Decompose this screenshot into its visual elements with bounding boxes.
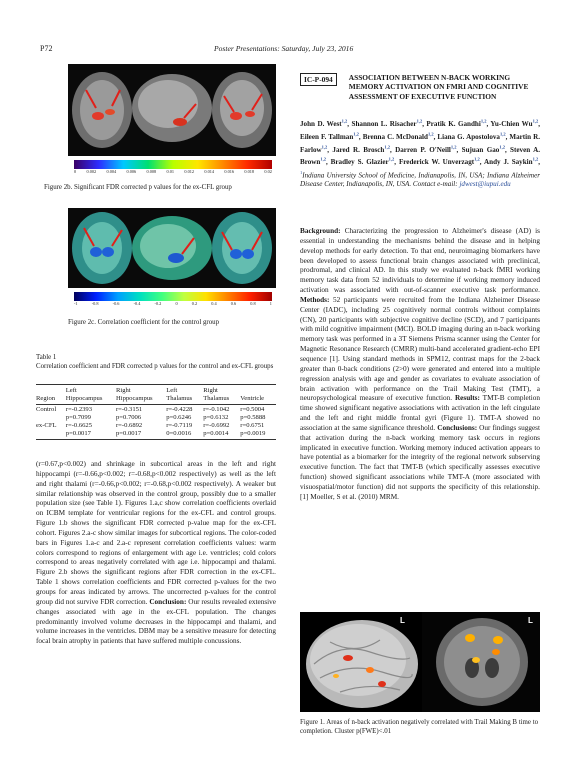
left-body-text: (r=0.67,p<0.002) and shrinkage in subcortical areas in the left and right hippocampi (r=-0.66,p<0.002; r=-0.68,p<0.002 respectively) as well as the left and right thalami (r=-0.66,p<0.002; r=-0.68,p<0.002 respectively). A weaker but similar relationship was observed in the control group, possibly due to a smaller population size (see Table 1). Figures 1.a,c show correlation coefficients overlaid on ICBM template for ventricular regions for the ex-CFL and control groups. Figure 1.b shows the significant FDR corrected p-value map for the ex-CFL cohort. Figures 2.a-c show similar images for subcortical regions. The color-coded bars in Figures 1.a-c and 2.a-c represent correlation coefficients values: warm colors correspond to regions of enlargement with age i.e. ventricles; cold colors correspond to areas negatively correlated with age i.e. hippocampi and thalami. Figure 2.b shows the significant regions after FDR correction in the ex-CFL. Table 1 shows correlation coefficients and FDR corrected p-values for the two groups for areas indicated by arrows. The uncorrected p-values for the control group did not survive FDR correction. bbox=[36, 460, 276, 606]
table1-grid bbox=[36, 387, 276, 438]
figure-2c-colorbar-tick: -0.6 bbox=[112, 301, 120, 306]
running-title: Poster Presentations: Saturday, July 23, 2016 bbox=[214, 44, 354, 53]
table1-header-cell bbox=[240, 387, 276, 395]
figure-2c-colorbar-tick: 0.6 bbox=[230, 301, 237, 306]
abstract-id: IC-P-094 bbox=[300, 73, 337, 86]
conclusions-label: Conclusions: bbox=[437, 423, 478, 432]
figure-2b-colorbar-tick: 0.002 bbox=[86, 169, 97, 174]
table-cell: r=-0.1042 bbox=[203, 406, 230, 413]
table-row bbox=[36, 422, 276, 430]
figure-2b-colorbar-ticks bbox=[74, 169, 272, 174]
background-text: Characterizing the progression to Alzheimer's disease (AD) is essential in understanding the mechanisms behind the disease and in helping develop methods for early detection. To that end, neuroimaging biomarkers have been developed to assess functional brain changes associated with preclinical, prodromal, and clinical AD. In this study we evaluated n-back fMRI working memory task data from 52 individuals to determine if working memory induced activation was associated with out-of-scanner executive task performance. bbox=[300, 227, 540, 295]
figure-1-right-panel-label: L bbox=[528, 616, 533, 625]
table1-header-cell: Ventricle bbox=[240, 395, 265, 402]
figure-2c-colorbar-tick: 0.4 bbox=[211, 301, 217, 306]
contact-email[interactable]: jdwest@iupui.edu bbox=[459, 180, 511, 189]
table-cell: 0=0.0016 bbox=[166, 430, 192, 437]
table-cell: r=-0.4228 bbox=[166, 406, 193, 413]
table1-header-cell: Region bbox=[36, 395, 56, 402]
figure-1-image bbox=[300, 612, 540, 712]
table-cell: p=0.7006 bbox=[115, 414, 142, 421]
table-row bbox=[36, 406, 276, 414]
figure-2c-caption: Figure 2c. Correlation coefficient for the control group bbox=[68, 319, 220, 326]
table-cell: Control bbox=[36, 406, 57, 413]
figure-2b-colorbar-tick: 0.004 bbox=[106, 169, 117, 174]
methods-text: 52 participants were recruited from the Indiana Alzheimer Disease Center (IADC), including 25 cognitively normal controls without complaints (CN), 20 participants with subjective cognitive decline (SCD), and 7 participants with mild cognitive impairment (MCI). BOLD imaging during an n-back working memory task was performed in a 3T Siemens Prisma scanner using the Center for Magnetic Resonance Research (CMRR) multi-band accelerated gradient-echo EPI sequence [1]. Using standard methods in SPM12, contrast maps for the 2-back greater than 0-back conditions (2>0) were generated and entered into a multiple regression analysis with age and gender as covariates to evaluate association of brain activation with performance on the Trail Making Test (TMT), a neuropsychological measure of executive function. bbox=[300, 295, 541, 403]
figure-2c-colorbar-gradient bbox=[74, 292, 272, 301]
table1-header-cell: Hippocampus bbox=[65, 395, 103, 402]
table1-header-cell: Left bbox=[65, 387, 77, 394]
figure-2c-colorbar-tick: 0.8 bbox=[250, 301, 256, 306]
figure-2c-brain-slices bbox=[68, 208, 276, 288]
methods-label: Methods: bbox=[300, 295, 330, 304]
figure-2b-colorbar-tick: 0.02 bbox=[264, 169, 272, 174]
page-number: P72 bbox=[40, 44, 53, 53]
figure-2b-colorbar-tick: 0 bbox=[74, 169, 77, 174]
table-cell: p=0.0017 bbox=[115, 430, 142, 437]
affiliation-marker: 1 bbox=[300, 169, 303, 175]
figure-2c-colorbar-ticks bbox=[74, 301, 272, 306]
table-cell: p=0.6246 bbox=[166, 414, 192, 421]
table-cell: p=0.7099 bbox=[65, 414, 91, 421]
table-row bbox=[36, 414, 276, 422]
table-cell: r=-0.6992 bbox=[203, 422, 230, 429]
figure-2b-colorbar-tick: 0.012 bbox=[184, 169, 195, 174]
table-cell: r=-0.6892 bbox=[115, 422, 143, 429]
abstract-affiliation: Indiana University School of Medicine, Indianapolis, IN, USA; Indiana Alzheimer Disease Center, Indianapolis, IN, USA. bbox=[300, 170, 540, 189]
table1-header-row-top bbox=[36, 387, 276, 395]
figure-2c-colorbar-tick: 0.2 bbox=[191, 301, 198, 306]
table-cell: r=-0.2393 bbox=[65, 406, 93, 413]
figure-1-panels bbox=[300, 612, 540, 712]
table-cell: ex-CFL bbox=[36, 422, 57, 429]
figure-2c-colorbar-tick: -0.8 bbox=[91, 301, 99, 306]
figure-2c-colorbar-tick: -0.4 bbox=[133, 301, 141, 306]
table-cell: p=0.5888 bbox=[240, 414, 266, 421]
table-cell: r=0.5004 bbox=[240, 406, 265, 413]
abstract-title: ASSOCIATION BETWEEN N-BACK WORKING MEMORY ACTIVATION ON FMRI AND COGNITIVE ASSESSMENT OF EXECUTIVE FUNCTION bbox=[348, 73, 529, 101]
figure-2b-colorbar-gradient bbox=[74, 160, 272, 169]
table-cell: r=0.6751 bbox=[240, 422, 265, 429]
figure-2c-colorbar-tick: -1 bbox=[74, 301, 78, 306]
figure-2b-colorbar-tick: 0.018 bbox=[244, 169, 255, 174]
table-cell: p=0.0019 bbox=[240, 430, 266, 437]
table1-header-cell: Right bbox=[203, 387, 218, 394]
figure-2c-colorbar-tick: 0 bbox=[175, 301, 178, 306]
table1-header-cell: Hippocampus bbox=[115, 395, 153, 402]
table1-header-cell: Thalamus bbox=[203, 395, 230, 402]
table1-header-row-bottom bbox=[36, 395, 276, 403]
results-text: TMT-B completion time showed significant negative associations with activation in the left cingulate and the left and right middle frontal gyri (Figure 1). TMT-A showed no association at the same significance threshold. bbox=[300, 394, 540, 432]
figure-2c-colorbar bbox=[74, 292, 272, 306]
left-conclusion-text: Our results revealed extensive changes associated with age in the ex-CFL population. The changes predominantly involved volume decreases in the hippocampi and thalami, and volume increases in the ventricles. DBM may be a sensitive measure for detecting focal brain atrophy in patients that have suffered multiple concussions. bbox=[36, 597, 277, 646]
figure-1-caption: Figure 1. Areas of n-back activation negatively correlated with Trail Making B time to completion. Cluster p(FWE)<.01 bbox=[300, 719, 539, 735]
table-row bbox=[36, 430, 276, 438]
figure-2b-colorbar-tick: 0.006 bbox=[126, 169, 137, 174]
table-cell: r=-0.3151 bbox=[115, 406, 143, 413]
table-cell: p=0.6132 bbox=[203, 414, 229, 421]
figure-2b-brain-slices bbox=[68, 64, 276, 156]
figure-2c-colorbar-tick: 1 bbox=[269, 301, 272, 306]
table1-caption: Correlation coefficient and FDR corrected p values for the control and ex-CFL groups bbox=[36, 363, 274, 370]
table-cell: p=0.0014 bbox=[203, 430, 229, 437]
table1-bottom-rule bbox=[36, 439, 276, 440]
background-label: Background: bbox=[300, 227, 341, 235]
conclusions-text: Our findings suggest that activation during the n-back working memory task occurs in regions implicated in executive function. Working memory induced activation appears to have potential as a biomarker for the integrity of the regional network subserving executive function. The fact that TMT-B (which specifically assesses executive function) showed significant associations while TMT-A (more associated with visuospatial/motor function) did not supports the specificity of this relationship. [1] Moeller, S et al. (2010) MRM. bbox=[300, 423, 540, 501]
table-cell bbox=[36, 430, 66, 438]
table1-header-cell: Right bbox=[115, 387, 131, 394]
figure-2b-colorbar-tick: 0.01 bbox=[166, 169, 175, 174]
table1-header-cell: Thalamus bbox=[166, 395, 193, 402]
figure-2b-colorbar-tick: 0.008 bbox=[146, 169, 157, 174]
abstract-heading bbox=[300, 73, 540, 101]
abstract-authors: John D. West$^{1,2}$, Shannon L. Risacher$^{1,2}$, Pratik K. Gandhi$^{1,2}$, Yu-Chien Wu$^{1,2}$, Eileen F. Tallman$^{1,2}$, Brenna C. McDonald$^{1,2}$, Liana G. Apostolova$^{1,2}$, Martin R. Farlow$^{1,2}$, Jared R. Brosch$^{1,2}$, Darren P. O'Neill$^{1,2}$, Sujuan Gao$^{1,2}$, Steven A. Brown$^{1,2}$, Bradley S. Glazier$^{1,2}$, Frederick W. Unverzagt$^{1,2}$, Andy J. Saykin$^{1,2}$, bbox=[300, 119, 541, 167]
table1-label: Table 1 bbox=[36, 354, 57, 361]
figure-2c-colorbar-tick: -0.2 bbox=[154, 301, 162, 306]
table1-header-cell bbox=[36, 387, 66, 395]
figure-2b-caption: Figure 2b. Significant FDR corrected p values for the ex-CFL group bbox=[44, 184, 232, 191]
figure-2b-colorbar-tick: 0.016 bbox=[224, 169, 235, 174]
figure-2b-colorbar-tick: 0.014 bbox=[204, 169, 215, 174]
table1-top-rule bbox=[36, 384, 276, 385]
left-conclusion-label: Conclusion: bbox=[149, 597, 187, 606]
results-label: Results: bbox=[454, 394, 480, 403]
abstract-body bbox=[300, 227, 540, 503]
figure-2c-image bbox=[68, 208, 276, 288]
abstract-authors-block bbox=[300, 117, 540, 190]
table-cell: p=0.0017 bbox=[65, 430, 91, 437]
table-cell: r=-0.7119 bbox=[166, 422, 193, 429]
contact-label: Contact e-mail: bbox=[412, 180, 458, 189]
table1-header-cell: Left bbox=[166, 387, 178, 394]
table1-mid-rule bbox=[36, 404, 276, 405]
table-cell bbox=[36, 414, 66, 422]
figure-2b-image bbox=[68, 64, 276, 156]
table-cell: r=-0.6625 bbox=[65, 422, 93, 429]
figure-2b-colorbar bbox=[74, 160, 272, 174]
figure-1-left-panel-label: L bbox=[400, 616, 405, 625]
table1 bbox=[36, 384, 276, 440]
left-column-body bbox=[36, 460, 276, 647]
